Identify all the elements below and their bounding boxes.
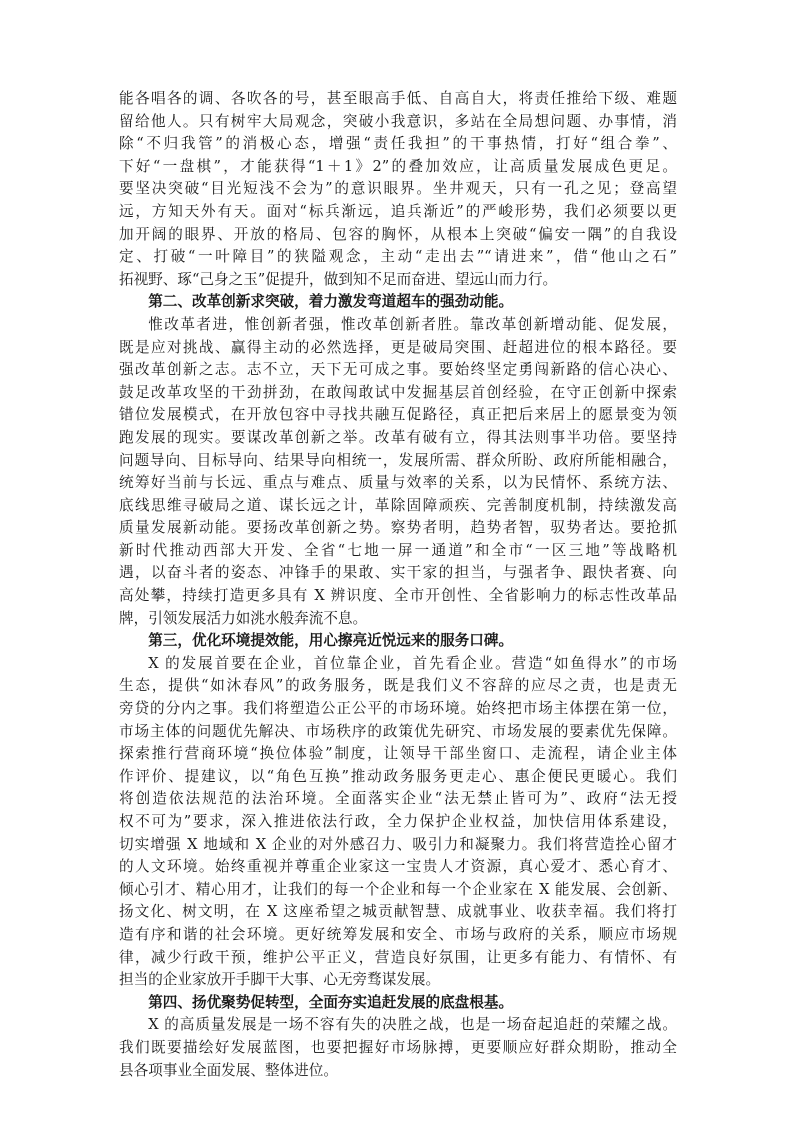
paragraph-line: 权不可为”要求，深入推进依法行政，全力保护企业权益，加快信用体系建设， xyxy=(119,813,677,830)
paragraph-first-line: X 的发展首要在企业，首位靠企业，首先看企业。营造“如鱼得水”的市场 xyxy=(148,654,677,672)
paragraph-last-line: 牌，引领发展活力如洮水般奔流不息。 xyxy=(119,609,368,627)
paragraph-line: 高处攀，持续打造更多具有 X 辨识度、全市开创性、全省影响力的标志性改革品 xyxy=(119,587,677,605)
paragraph-line: 要坚决突破“目光短浅不会为”的意识眼界。坐井观天，只有一孔之见；登高望 xyxy=(119,180,677,198)
paragraph-line: 能各唱各的调、各吹各的号，甚至眼高手低、自高自大，将责任推给下级、难题 xyxy=(119,90,677,107)
paragraph-line: 留给他人。只有树牢大局观念，突破小我意识，多站在全局想问题、办事情，消 xyxy=(119,112,677,130)
paragraph-line: 问题导向、目标导向、结果导向相统一，发展所需、群众所盼、政府所能相融合， xyxy=(119,451,677,469)
paragraph-line: 远，方知天外有天。面对“标兵渐远，追兵渐近”的严峻形势，我们必须要以更 xyxy=(119,202,677,220)
paragraph-line: 作评价、提建议，以“角色互换”推动政务服务更走心、惠企便民更暖心。我们 xyxy=(119,767,677,785)
paragraph-line: 生态，提供“如沐春风”的政务服务，既是我们义不容辞的应尽之责，也是责无 xyxy=(119,677,677,695)
paragraph-line: 下好“一盘棋”，才能获得“1＋1》2”的叠加效应，让高质量发展成色更足。 xyxy=(119,157,677,175)
paragraph-line: 律，减少行政干预，维护公平正义，营造良好氛围，让更多有能力、有情怀、有 xyxy=(119,948,677,966)
section-heading: 第三，优化环境提效能，用心擦亮近悦远来的服务口碑。 xyxy=(148,632,514,650)
paragraph-line: 旁贷的分内之事。我们将塑造公正公平的市场环境。始终把市场主体摆在第一位， xyxy=(119,700,677,718)
section-heading: 第二、改革创新求突破，着力激发弯道超车的强劲动能。 xyxy=(148,293,514,311)
paragraph-line: 强改革创新之志。志不立，天下无可成之事。要始终坚定勇闯新路的信心决心、 xyxy=(119,361,677,379)
paragraph-line: 定、打破“一叶障目”的狭隘观念，主动“走出去”“请进来”，借“他山之石” xyxy=(119,248,677,266)
paragraph-last-line: 县各项事业全面发展、整体进位。 xyxy=(119,1061,338,1079)
paragraph-line: 将创造依法规范的法治环境。全面落实企业“法无禁止皆可为”、政府“法无授 xyxy=(119,790,677,808)
paragraph-line: 加开阔的眼界、开放的格局、包容的胸怀，从根本上突破“偏安一隅”的自我设 xyxy=(119,225,677,243)
section-heading: 第四、扬优聚势促转型，全面夯实追赶发展的底盘根基。 xyxy=(148,993,514,1011)
paragraph-line: 造有序和谐的社会环境。更好统筹发展和安全、市场与政府的关系，顺应市场规 xyxy=(119,925,677,943)
paragraph-line: 我们既要描绘好发展蓝图，也要把握好市场脉搏，更要顺应好群众期盼，推动全 xyxy=(119,1038,677,1056)
paragraph-line: 的人文环境。始终重视并尊重企业家这一宝贵人才资源，真心爱才、悉心育才、 xyxy=(119,858,677,876)
paragraph-first-line: X 的高质量发展是一场不容有失的决胜之战，也是一场奋起追赶的荣耀之战。 xyxy=(148,1016,677,1034)
paragraph-line: 倾心引才、精心用才，让我们的每一个企业和每一个企业家在 X 能发展、会创新、 xyxy=(119,880,677,898)
paragraph-last-line: 担当的企业家放开手脚干大事、心无旁骛谋发展。 xyxy=(119,971,441,989)
paragraph-line: 遇，以奋斗者的姿态、冲锋手的果敢、实干家的担当，与强者争、跟快者赛、向 xyxy=(119,564,677,582)
document-page xyxy=(119,88,677,1082)
paragraph-line: 鼓足改革攻坚的干劲拼劲，在敢闯敢试中发掘基层首创经验，在守正创新中探索 xyxy=(119,383,677,401)
paragraph-line: 底线思维寻破局之道、谋长远之计，革除固障顽疾、完善制度机制，持续激发高 xyxy=(119,496,677,514)
paragraph-last-line: 拓视野、琢“己身之玉”促提升，做到知不足而奋进、望远山而力行。 xyxy=(119,270,558,288)
paragraph-line: 既是应对挑战、赢得主动的必然选择，更是破局突围、赶超进位的根本路径。要 xyxy=(119,338,677,356)
paragraph-line: 探索推行营商环境“换位体验”制度，让领导干部坐窗口、走流程，请企业主体 xyxy=(119,745,677,763)
paragraph-line: 市场主体的问题优先解决、市场秩序的政策优先研究、市场发展的要素优先保障。 xyxy=(119,722,677,740)
paragraph-line: 错位发展模式，在开放包容中寻找共融互促路径，真正把后来居上的愿景变为领 xyxy=(119,406,677,424)
paragraph-line: 跑发展的现实。要谋改革创新之举。改革有破有立，得其法则事半功倍。要坚持 xyxy=(119,428,677,446)
paragraph-line: 除“不归我管”的消极心态，增强“责任我担”的干事热情，打好“组合拳”、 xyxy=(119,135,677,153)
paragraph-line: 扬文化、树文明，在 X 这座希望之城贡献智慧、成就事业、收获幸福。我们将打 xyxy=(119,903,677,921)
paragraph-line: 切实增强 X 地域和 X 企业的对外感召力、吸引力和凝聚力。我们将营造拴心留才 xyxy=(119,835,677,853)
paragraph-line: 新时代推动西部大开发、全省“七地一屏一通道”和全市“一区三地”等战略机 xyxy=(119,541,677,559)
paragraph-line: 统筹好当前与长远、重点与难点、质量与效率的关系，以为民情怀、系统方法、 xyxy=(119,474,677,492)
paragraph-line: 质量发展新动能。要扬改革创新之势。察势者明，趋势者智，驭势者达。要抢抓 xyxy=(119,519,677,537)
paragraph-first-line: 惟改革者进，惟创新者强，惟改革创新者胜。靠改革创新增动能、促发展， xyxy=(148,315,677,333)
